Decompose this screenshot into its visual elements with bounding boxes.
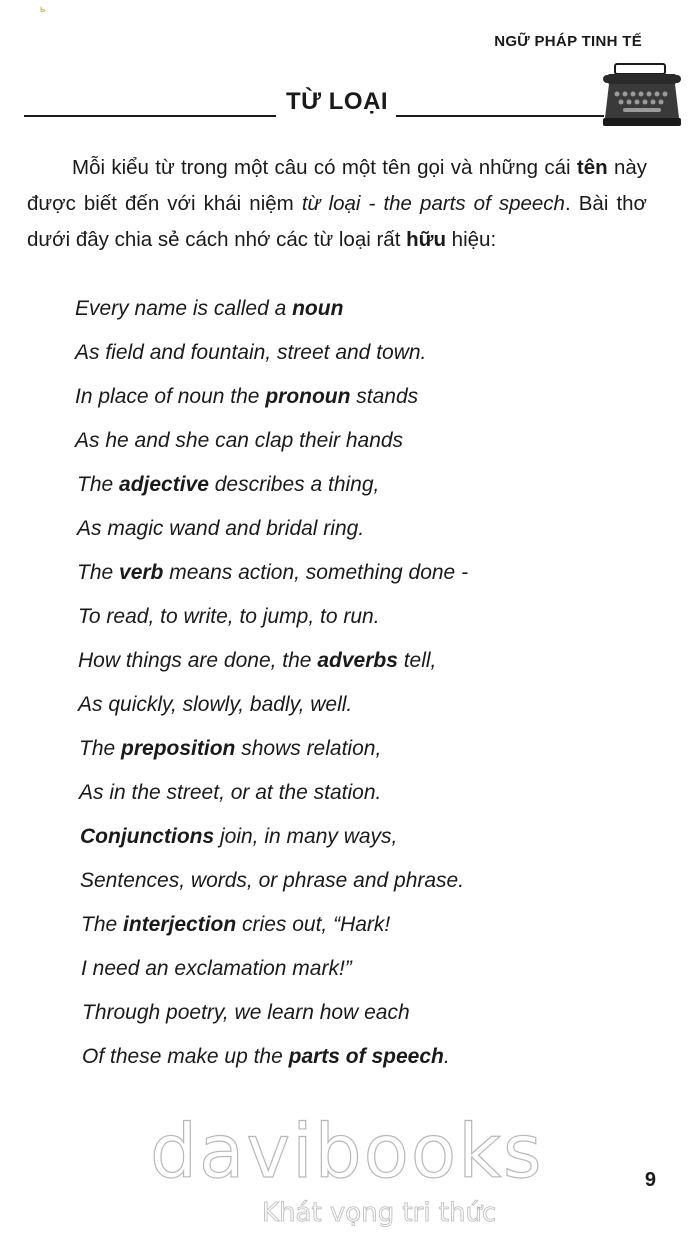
- section-title-row: [24, 86, 604, 126]
- poem-text: means action, something done -: [163, 561, 469, 584]
- watermark: [150, 1110, 570, 1240]
- poem-keyword: adjective: [119, 473, 209, 496]
- poem-text: To read, to write, to jump, to run.: [78, 605, 380, 628]
- poem-keyword: parts of speech: [288, 1045, 444, 1068]
- poem-line: [75, 380, 635, 424]
- poem-text: The: [81, 913, 124, 936]
- poem-keyword: adverbs: [317, 649, 398, 672]
- intro-paragraph: [27, 150, 647, 258]
- poem-keyword: verb: [119, 561, 164, 584]
- poem: [75, 292, 635, 1084]
- poem-line: [75, 512, 635, 556]
- poem-text: shows relation,: [235, 737, 382, 760]
- poem-line: [75, 1040, 635, 1084]
- poem-text: tell,: [397, 649, 437, 672]
- typewriter-icon: [603, 58, 681, 130]
- running-header: NGỮ PHÁP TINH TẾ: [494, 33, 642, 50]
- intro-text-2: . Bài thơ dưới đây chia sẻ cách nhớ các từ loại rất hữu hiệu:: [27, 192, 647, 251]
- poem-keyword: preposition: [121, 737, 236, 760]
- poem-text: As field and fountain, street and town.: [75, 341, 427, 364]
- poem-text: cries out, “Hark!: [236, 913, 391, 936]
- poem-text: As in the street, or at the station.: [79, 781, 382, 804]
- poem-text: The: [79, 737, 122, 760]
- intro-text-1: Mỗi kiểu từ trong một câu có một tên gọi và những cái tên này được biết đến với khái niệm: [27, 156, 648, 215]
- title-rule-left: [24, 115, 276, 117]
- poem-line: [75, 820, 635, 864]
- poem-text: The: [77, 473, 120, 496]
- poem-text: stands: [350, 385, 419, 408]
- poem-line: [75, 336, 635, 380]
- poem-line: [75, 864, 635, 908]
- poem-line: [75, 688, 635, 732]
- poem-text: I need an exclamation mark!”: [81, 957, 352, 980]
- poem-line: [75, 600, 635, 644]
- poem-line: [75, 908, 635, 952]
- poem-text: As magic wand and bridal ring.: [77, 517, 365, 540]
- poem-line: [75, 732, 635, 776]
- poem-text: As he and she can clap their hands: [75, 429, 404, 452]
- intro-term: từ loại - the parts of speech: [301, 192, 565, 215]
- poem-line: [75, 644, 635, 688]
- title-rule-right: [396, 115, 604, 117]
- poem-keyword: Conjunctions: [80, 825, 215, 848]
- poem-text: Through poetry, we learn how each: [82, 1001, 410, 1024]
- poem-line: [75, 776, 635, 820]
- poem-text: .: [443, 1045, 450, 1068]
- page-number: 9: [644, 1169, 656, 1191]
- poem-text: join, in many ways,: [214, 825, 398, 848]
- poem-line: [75, 424, 635, 468]
- poem-line: [75, 996, 635, 1040]
- poem-line: [75, 556, 635, 600]
- poem-text: Sentences, words, or phrase and phrase.: [80, 869, 465, 892]
- watermark-slogan: Khát vọng tri thức: [262, 1198, 497, 1228]
- poem-line: [75, 952, 635, 996]
- corner-mark: ь: [40, 4, 46, 15]
- poem-text: In place of noun the: [75, 385, 266, 408]
- poem-keyword: noun: [292, 297, 344, 320]
- poem-text: Every name is called a: [75, 297, 293, 320]
- poem-line: [75, 468, 635, 512]
- poem-text: How things are done, the: [78, 649, 318, 672]
- poem-text: As quickly, slowly, badly, well.: [78, 693, 353, 716]
- poem-keyword: interjection: [123, 913, 237, 936]
- poem-keyword: pronoun: [265, 385, 351, 408]
- poem-line: [75, 292, 635, 336]
- poem-text: describes a thing,: [208, 473, 380, 496]
- poem-text: Of these make up the: [82, 1045, 289, 1068]
- section-title: TỪ LOẠI: [286, 88, 389, 115]
- poem-text: The: [77, 561, 120, 584]
- watermark-brand: davibooks: [150, 1109, 544, 1195]
